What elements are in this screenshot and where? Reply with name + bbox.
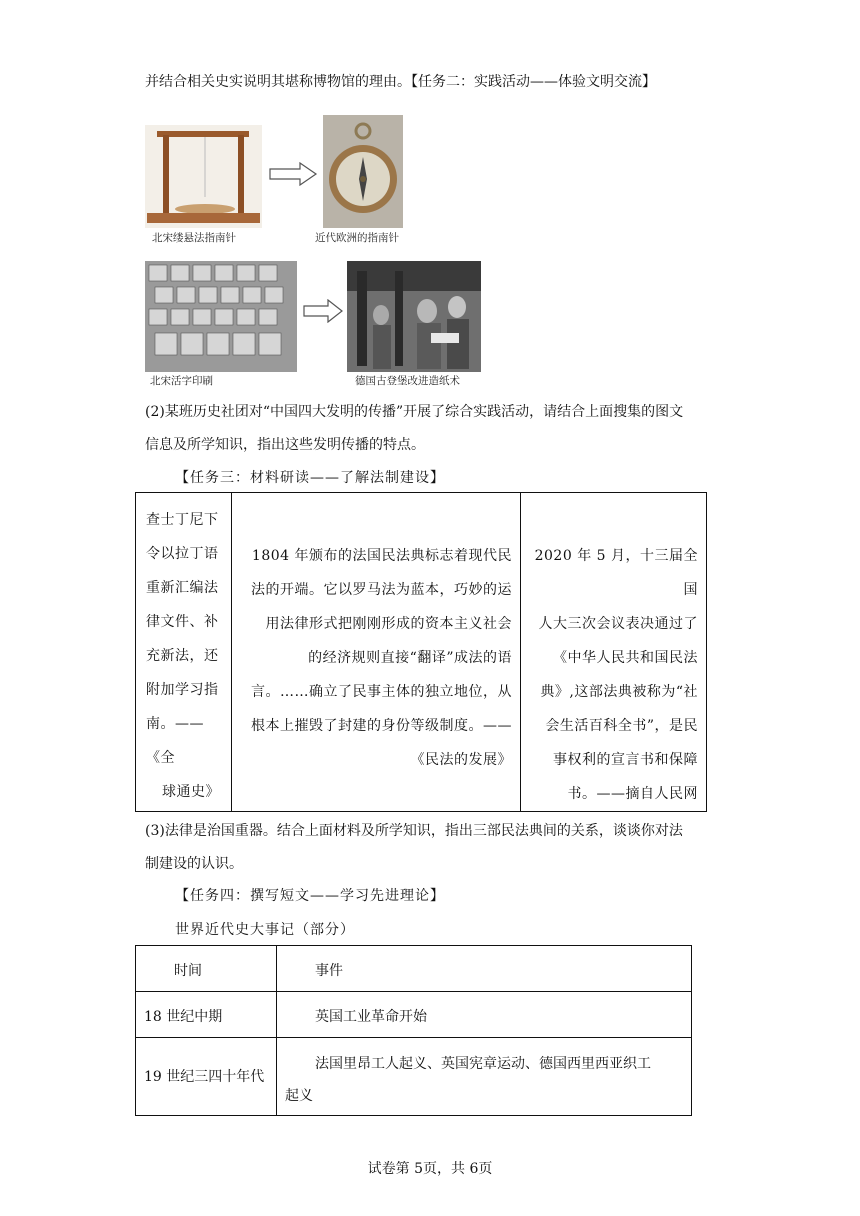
question-2-line-1: (2)某班历史社团对“中国四大发明的传播”开展了综合实践活动，请结合上面搜集的图文 [145,404,684,420]
material-1-cell [136,493,232,812]
question-3-line-1: (3)法律是治国重器。结合上面材料及所学知识，指出三部民法典间的关系，谈谈你对法 [145,823,683,839]
material-3-line: 2020 年 5 月，十三届全国 [534,548,698,598]
european-compass-image [323,115,403,228]
material-1-line: 球通史》 [162,784,220,800]
page-footer: 试卷第 5页，共 6页 [367,1161,493,1177]
material-2-line: 1804 年颁布的法国民法典标志着现代民 [251,548,512,564]
europe-compass-caption: 近代欧洲的指南针 [315,232,399,244]
intro-text: 并结合相关史实说明其堪称博物馆的理由。【任务二：实践活动——体验文明交流】 [145,74,656,90]
material-3-cell [521,493,707,812]
gutenberg-press-image [347,261,481,372]
world-history-events-table [135,945,692,1116]
gutenberg-caption: 德国古登堡改进造纸术 [355,375,460,387]
song-hanging-compass-image [145,125,262,228]
movable-type-image [145,261,297,372]
material-2-line: 根本上摧毁了封建的身份等级制度。—— [251,718,512,734]
table-row [136,1038,692,1116]
arrow-right-icon [302,299,344,323]
material-3-line: 事权利的宣言书和保障 [553,752,698,768]
material-2-line: 的经济规则直接“翻译”成法的语 [308,650,512,666]
material-1-line: 充新法，还 [146,648,219,664]
material-3-line: 人大三次会议表决通过了 [538,616,698,632]
task-4-title: 【任务四：撰写短文——学习先进理论】 [175,888,445,904]
material-2-line: 法的开端。它以罗马法为蓝本，巧妙的运 [251,582,512,598]
row-event-line-1: 法国里昂工人起义、英国宪章运动、德国西里西亚织工 [315,1056,651,1072]
song-compass-caption: 北宋缕悬法指南针 [152,232,236,244]
row-time: 18 世纪中期 [136,992,277,1038]
question-3-line-2: 制建设的认识。 [145,856,243,872]
material-3-line: 典》,这部法典被称为“社 [540,684,698,700]
material-1-line: 律文件、补 [146,614,219,630]
table-row [136,992,692,1038]
material-1-line: 南。——《全 [146,716,204,766]
task-3-materials-table [135,492,707,812]
material-2-line: 用法律形式把刚刚形成的资本主义社会 [265,616,512,632]
task-3-title: 【任务三：材料研读——了解法制建设】 [175,470,445,486]
question-2-line-2: 信息及所学知识，指出这些发明传播的特点。 [145,437,425,453]
movable-type-caption: 北宋活字印刷 [150,375,213,387]
material-1-line: 重新汇编法 [146,580,219,596]
header-event: 事件 [277,946,692,992]
task-4-subtitle: 世界近代史大事记（部分） [175,922,355,938]
arrow-right-icon [268,162,318,186]
row-event: 英国工业革命开始 [277,992,692,1038]
material-1-line: 查士丁尼下 [146,512,219,528]
material-2-cell [232,493,521,812]
row-time: 19 世纪三四十年代 [136,1038,277,1116]
row-event-line-2: 起义 [285,1088,313,1104]
material-3-line: 会生活百科全书”，是民 [545,718,698,734]
material-3-line: 《中华人民共和国民法 [553,650,698,666]
material-2-line: 《民法的发展》 [410,752,512,768]
table-header-row [136,946,692,992]
row-event [277,1038,692,1116]
material-2-line: 言。……确立了民事主体的独立地位，从 [251,684,512,700]
material-1-line: 令以拉丁语 [146,546,219,562]
header-time: 时间 [136,946,277,992]
material-1-line: 附加学习指 [146,682,219,698]
material-3-line: 书。——摘自人民网 [567,786,698,802]
